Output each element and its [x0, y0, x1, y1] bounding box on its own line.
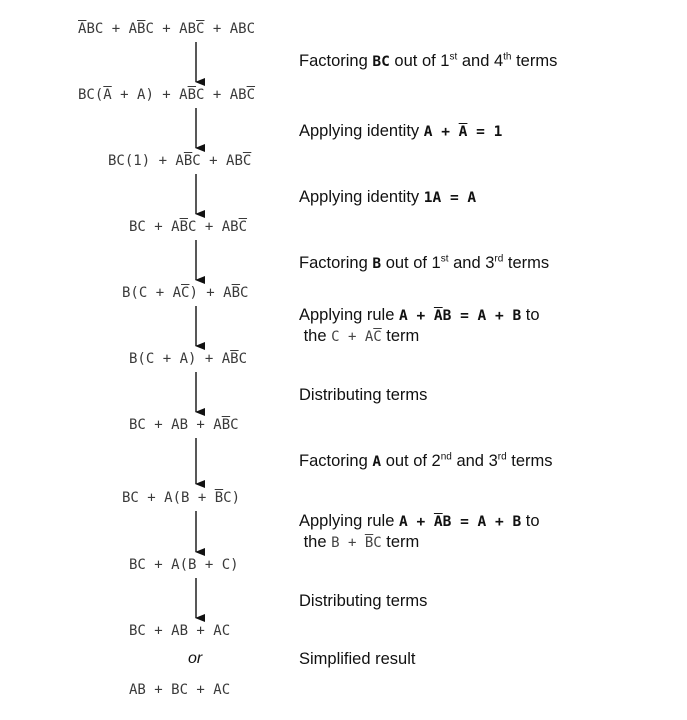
notes.2-segment: Applying identity	[299, 188, 424, 206]
expressions.3-segment: C + AB	[188, 219, 239, 235]
or-label: or	[188, 650, 203, 667]
notes.3-segment: rd	[494, 253, 504, 265]
expressions.1-segment: + A) + A	[111, 87, 188, 103]
notes.4-segment: $\overline{C}$	[373, 329, 382, 345]
expressions.8-segment: BC + A(B + C)	[129, 557, 239, 573]
notes.5-segment: Distributing terms	[299, 386, 428, 404]
notes.1-segment: = 1	[467, 124, 503, 140]
notes.7-segment: the	[303, 533, 327, 551]
expressions.3-segment: $\overline{C}$	[238, 219, 248, 235]
expressions.4-segment: B(C + A	[122, 285, 182, 301]
expressions.4-segment: $\overline{B}$	[231, 285, 241, 301]
notes.2-segment: 1A = A	[423, 190, 477, 206]
notes.0-segment: out of 1	[389, 52, 450, 70]
expressions.5-segment: $\overline{B}$	[230, 351, 239, 367]
expressions.6-segment: $\overline{B}$	[221, 417, 231, 433]
notes.0-segment: th	[503, 51, 512, 63]
expressions.6-segment: BC + AB + A	[129, 417, 222, 433]
notes.4-segment: $\overline{A}$	[433, 308, 443, 324]
notes.3-segment: terms	[503, 254, 550, 272]
notes.4-segment: to	[521, 306, 540, 324]
expressions.7-segment: C)	[223, 490, 241, 506]
notes.0-segment: Factoring	[299, 52, 373, 70]
notes.4-segment: C + A	[331, 329, 374, 345]
expressions.0-segment: + ABC	[204, 21, 256, 37]
notes.0-segment: st	[449, 51, 458, 63]
expressions.6-segment: C	[230, 417, 239, 433]
notes.9-segment: Simplified result	[299, 650, 416, 668]
expressions.1-segment: $\overline{B}$	[187, 87, 197, 103]
notes.7-segment: $\overline{A}$	[433, 514, 443, 530]
expressions.7-segment: BC + A(B +	[122, 490, 215, 506]
expressions.1-segment: $\overline{A}$	[103, 87, 112, 103]
expressions.0-segment: $\overline{C}$	[196, 21, 205, 37]
expressions.9-segment: BC + AB + AC	[129, 623, 231, 639]
expressions.1-segment: C + AB	[196, 87, 247, 103]
notes.6-segment: rd	[497, 451, 507, 463]
expressions.4-segment: C	[240, 285, 249, 301]
expressions.3-segment: BC + A	[129, 219, 180, 235]
notes.7-segment: B +	[331, 535, 365, 551]
notes.6-segment: terms	[506, 452, 553, 470]
notes.7-segment: to	[521, 512, 540, 530]
expressions.2-segment: $\overline{B}$	[183, 153, 193, 169]
notes.6-segment: out of 2	[381, 452, 441, 470]
notes.6-segment: and 3	[451, 452, 498, 470]
expressions.0-segment: $\overline{A}$	[78, 21, 87, 37]
notes.8-segment: Distributing terms	[299, 592, 428, 610]
notes.7-segment: $\overline{B}$	[364, 535, 374, 551]
notes.3-segment: st	[440, 253, 449, 265]
notes.4-segment: B = A + B	[442, 308, 522, 324]
notes.1-segment: A +	[423, 124, 459, 140]
notes.4-segment: A +	[398, 308, 434, 324]
notes.0-segment: terms	[511, 52, 558, 70]
expressions.2-segment: BC(1) + A	[108, 153, 184, 169]
notes.3-segment: Factoring	[299, 254, 373, 272]
notes.7-segment: C	[373, 535, 382, 551]
expressions.0-segment: C + AB	[145, 21, 197, 37]
notes.3-segment: out of 1	[381, 254, 441, 272]
expressions.1-segment: $\overline{C}$	[246, 87, 256, 103]
expressions.3-segment: $\overline{B}$	[179, 219, 189, 235]
expressions.4-segment: $\overline{C}$	[181, 285, 190, 301]
notes.1-segment: $\overline{A}$	[458, 124, 468, 140]
notes.7-segment: A +	[398, 514, 434, 530]
notes.3-segment: B	[372, 256, 382, 272]
notes.6-segment: nd	[440, 451, 452, 463]
notes.7-segment: term	[381, 533, 420, 551]
expressions.10-segment: AB + BC + AC	[129, 682, 231, 698]
notes.6-segment: Factoring	[299, 452, 373, 470]
expressions.2-segment: $\overline{C}$	[242, 153, 252, 169]
expressions.5-segment: B(C + A) + A	[129, 351, 231, 367]
notes.4-segment: term	[381, 327, 420, 345]
expressions.1-segment: BC(	[78, 87, 104, 103]
notes.6-segment: A	[372, 454, 382, 470]
notes.7-segment: Applying rule	[299, 512, 399, 530]
expressions.4-segment: ) + A	[189, 285, 232, 301]
expressions.0-segment: $\overline{B}$	[137, 21, 146, 37]
notes.3-segment: and 3	[448, 254, 495, 272]
notes.4-segment: Applying rule	[299, 306, 399, 324]
notes.4-segment: the	[303, 327, 327, 345]
expressions.0-segment: BC + A	[86, 21, 138, 37]
notes.7-segment: B = A + B	[442, 514, 522, 530]
expressions.5-segment: C	[238, 351, 248, 367]
expressions.2-segment: C + AB	[192, 153, 243, 169]
expressions.7-segment: $\overline{B}$	[214, 490, 224, 506]
notes.0-segment: BC	[372, 54, 390, 70]
notes.1-segment: Applying identity	[299, 122, 424, 140]
notes.0-segment: and 4	[457, 52, 504, 70]
